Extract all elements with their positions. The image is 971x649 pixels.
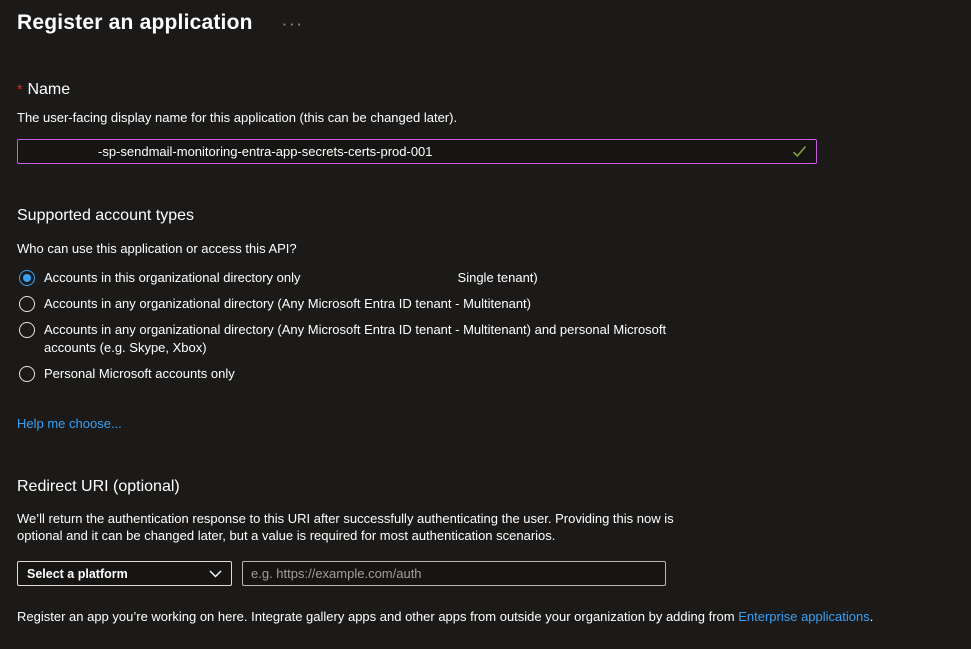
required-asterisk: * — [17, 81, 23, 97]
footer-text: Register an app you’re working on here. Integrate gallery apps and other apps from outside your organization by adding from — [17, 609, 739, 624]
account-types-question: Who can use this application or access this API? — [17, 241, 297, 256]
redirect-uri-input[interactable] — [242, 561, 666, 586]
chevron-down-icon — [209, 570, 222, 578]
supported-account-types-heading: Supported account types — [17, 207, 195, 224]
footer-period: . — [869, 609, 874, 624]
radio-button[interactable] — [19, 270, 35, 286]
redirect-uri-description: We’ll return the authentication response to this URI after successfully authenticating the user. Providing this now is optional and it can be changed later, but a value is required for most authentication scenarios. — [17, 511, 674, 543]
radio-option-multitenant-personal[interactable] — [17, 321, 971, 357]
footer-note — [17, 608, 971, 625]
page-title: Register an application — [17, 11, 253, 34]
platform-select-label: Select a platform — [27, 566, 128, 581]
name-field-description: The user-facing display name for this application (this can be changed later). — [17, 110, 458, 125]
name-input[interactable] — [17, 139, 817, 164]
radio-option-label: Accounts in this organizational directory only Single tenant) — [44, 270, 538, 285]
redacted-tenant-name — [301, 269, 458, 287]
radio-option-single-tenant[interactable] — [17, 269, 971, 287]
account-type-radio-group — [17, 269, 971, 383]
radio-button[interactable] — [19, 322, 35, 338]
name-input-wrapper — [17, 139, 817, 164]
name-label-text: Name — [27, 81, 71, 98]
radio-option-label: Accounts in any organizational directory (Any Microsoft Entra ID tenant - Multitenant) and personal Microsoft accounts (e.g. Skype, Xbox) — [44, 322, 667, 355]
radio-option-label: Accounts in any organizational directory (Any Microsoft Entra ID tenant - Multitenant) — [44, 296, 531, 311]
ellipsis-menu-icon[interactable]: ··· — [282, 16, 305, 32]
name-field-label — [17, 81, 971, 99]
radio-button[interactable] — [19, 366, 35, 382]
help-me-choose-link[interactable]: Help me choose... — [17, 416, 122, 431]
redirect-uri-controls — [17, 561, 971, 586]
checkmark-icon — [792, 145, 807, 161]
redirect-uri-heading: Redirect URI (optional) — [17, 478, 180, 495]
radio-option-label: Personal Microsoft accounts only — [44, 366, 235, 381]
page-header — [17, 11, 971, 35]
radio-option-personal-only[interactable] — [17, 365, 971, 383]
enterprise-applications-link[interactable]: Enterprise applications — [738, 609, 870, 624]
platform-select-dropdown[interactable] — [17, 561, 232, 586]
radio-button[interactable] — [19, 296, 35, 312]
radio-option-multitenant[interactable] — [17, 295, 971, 313]
